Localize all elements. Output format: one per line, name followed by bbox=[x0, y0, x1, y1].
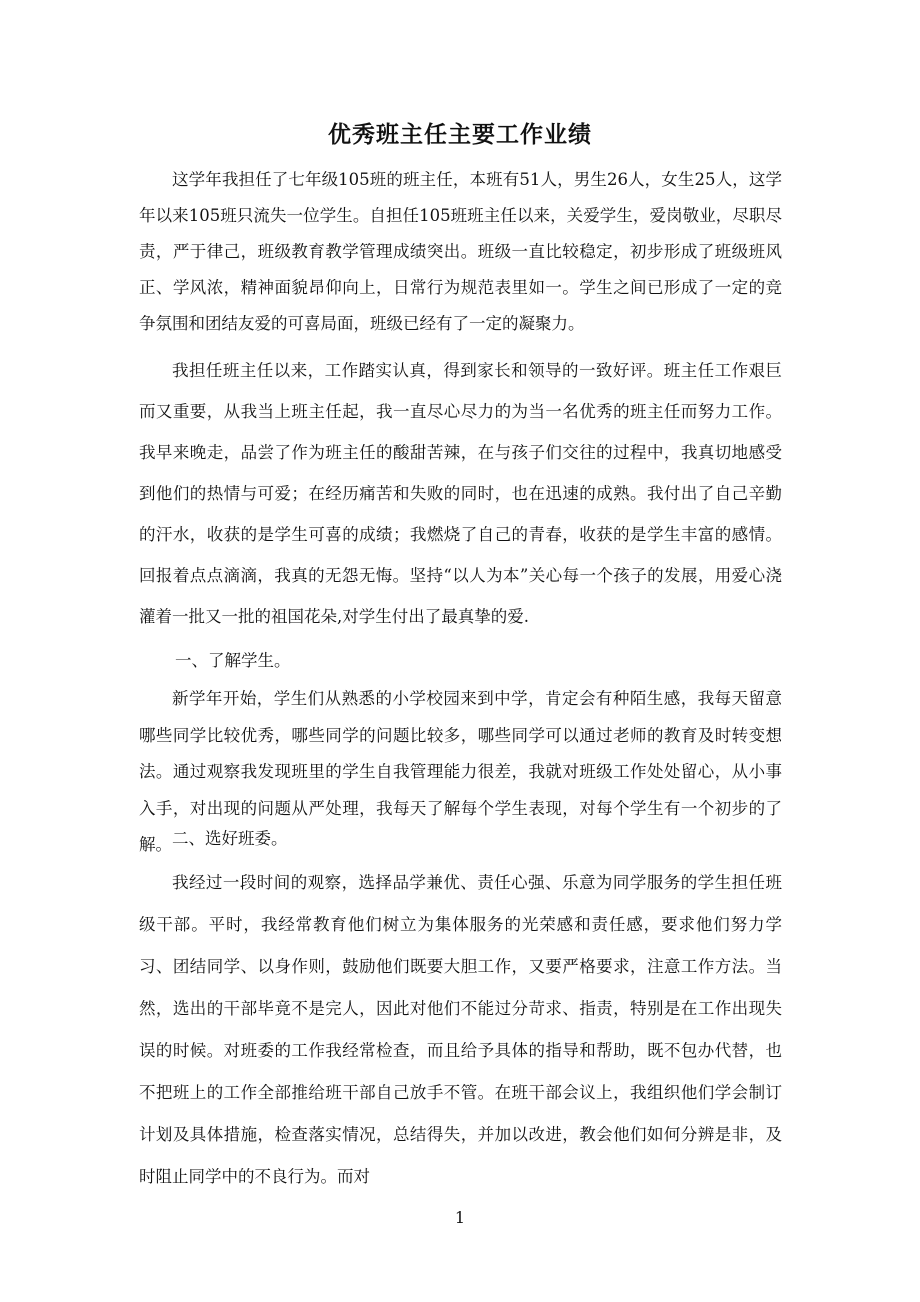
paragraph-work-attitude: 我担任班主任以来，工作踏实认真，得到家长和领导的一致好评。班主任工作艰巨而又重要，从我当上班主任起，我一直尽心尽力的为当一名优秀的班主任而努力工作。我早来晚走，品尝了作为班主任的酸甜苦辣，在与孩子们交往的过程中，我真切地感受到他们的热情与可爱；在经历痛苦和失败的同时，也在迅速的成熟。我付出了自己辛勤的汗水，收获的是学生可喜的成绩；我燃烧了自己的青春，收获的是学生丰富的感情。回报着点点滴滴，我真的无怨无悔。坚持“以人为本”关心每一个孩子的发展，用爱心浇灌着一批又一批的祖国花朵,对学生付出了最真挚的爱. bbox=[139, 361, 782, 626]
paragraph-understand-students: 新学年开始，学生们从熟悉的小学校园来到中学，肯定会有种陌生感，我每天留意哪些同学比较优秀，哪些同学的问题比较多，哪些同学可以通过老师的教育及时转变想法。通过观察我发现班里的学生自我管理能力很差，我就对班级工作处处留心，从小事入手，对出现的问题从严处理，我每天了解每个学生表现，对每个学生有一个初步的了解。 bbox=[139, 689, 782, 854]
paragraph-select-committee: 我经过一段时间的观察，选择品学兼优、责任心强、乐意为同学服务的学生担任班级干部。平时，我经常教育他们树立为集体服务的光荣感和责任感，要求他们努力学习、团结同学、以身作则，鼓励他们既要大胆工作，又要严格要求，注意工作方法。当然，选出的干部毕竟不是完人，因此对他们不能过分苛求、指责，特别是在工作出现失误的时候。对班委的工作我经常检查，而且给予具体的指导和帮助，既不包办代替，也不把班上的工作全部推给班干部自己放手不管。在班干部会议上，我组织他们学会制订计划及具体措施，检查落实情况，总结得失，并加以改进，教会他们如何分辨是非，及时阻止同学中的不良行为。而对 bbox=[139, 873, 782, 1186]
page-number: 1 bbox=[454, 1208, 466, 1227]
document-title: 优秀班主任主要工作业绩 bbox=[328, 121, 592, 148]
paragraph-intro: 这学年我担任了七年级105班的班主任，本班有51人，男生26人，女生25人，这学年以来105班只流失一位学生。自担任105班班主任以来，关爱学生，爱岗敬业，尽职尽责，严于律己，班级教育教学管理成绩突出。班级一直比较稳定，初步形成了班级班风正、学风浓，精神面貌昂仰向上，日常行为规范表里如一。学生之间已形成了一定的竞争氛围和团结友爱的可喜局面，班级已经有了一定的凝聚力。 bbox=[139, 170, 782, 333]
section-heading-select-committee: 二、选好班委。 bbox=[172, 829, 288, 848]
section-heading-understand-students: 一、了解学生。 bbox=[175, 651, 291, 670]
